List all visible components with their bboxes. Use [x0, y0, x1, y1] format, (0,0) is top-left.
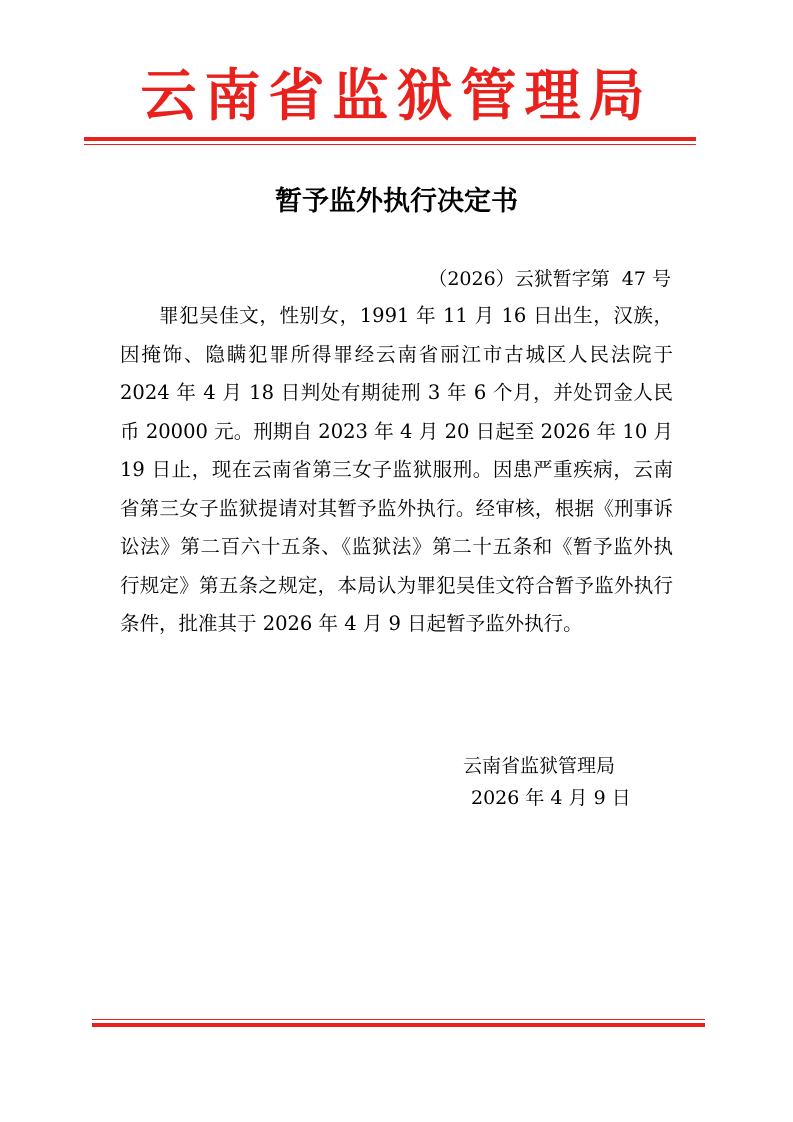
document-title: 暂予监外执行决定书 — [275, 186, 518, 217]
signature-date: 2026 年 4 月 9 日 — [471, 787, 631, 809]
header-divider-thin — [84, 144, 696, 145]
decision-body-text: 罪犯吴佳文，性别女，1991 年 11 月 16 日出生，汉族，因掩饰、隐瞒犯罪所得罪经云南省丽江市古城区人民法院于 2024 年 4 月 18 日判处有期徒刑 3 年 6 个月，并处罚金人民币 20000 元。刑期自 2023 年 4 月 20 日起至 2026 年 10 月 19 日止，现在云南省第三女子监狱服刑。因患严重疾病，云南省第三女子监狱提请对其暂予监外执行。经审核，根据《刑事诉讼法》第二百六十五条、《监狱法》第二十五条和《暂予监外执行规定》第五条之规定，本局认为罪犯吴佳文符合暂予监外执行条件，批准其于 2026 年 4 月 9 日起暂予监外执行。 — [120, 304, 673, 635]
issuing-organization-header: 云南省监狱管理局 — [140, 64, 653, 129]
signature-organization: 云南省监狱管理局 — [463, 755, 616, 777]
signature-block — [463, 750, 663, 814]
footer-divider-thick — [92, 1023, 705, 1027]
footer-divider-thin — [92, 1019, 705, 1020]
document-number: （2026）云狱暂字第 47 号 — [428, 268, 671, 290]
header-divider-thick — [84, 137, 696, 141]
